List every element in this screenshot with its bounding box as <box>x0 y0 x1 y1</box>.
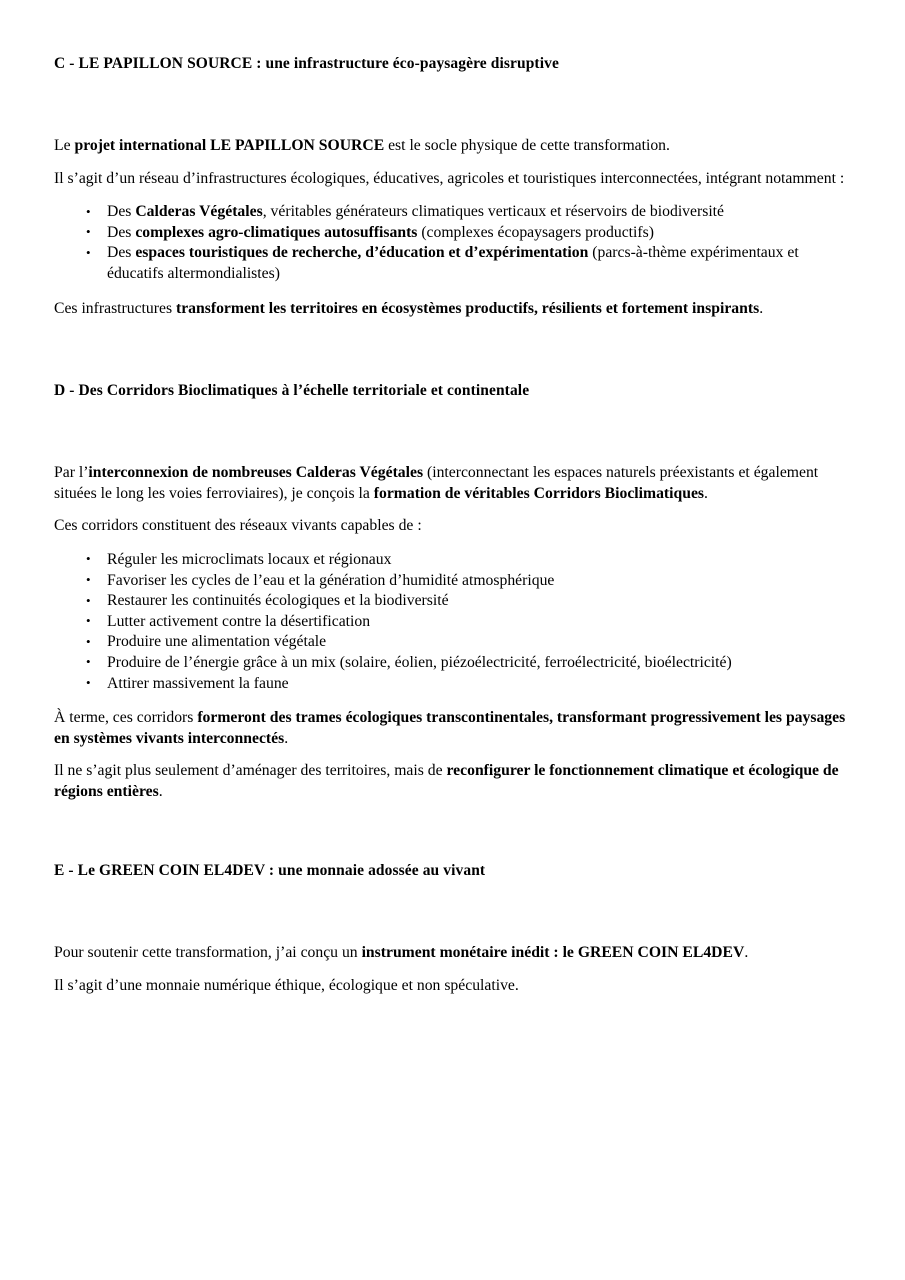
spacer <box>54 319 849 381</box>
text-run: Produire une alimentation végétale <box>107 633 327 651</box>
list-item <box>54 632 849 653</box>
spacer <box>54 401 849 463</box>
spacer <box>54 802 849 861</box>
list-item <box>54 571 849 592</box>
spacer <box>54 964 849 976</box>
spacer <box>54 504 849 516</box>
paragraph-d-2 <box>54 516 849 537</box>
paragraph-c-1 <box>54 136 849 157</box>
paragraph-d-1 <box>54 463 849 504</box>
paragraph-d-3 <box>54 708 849 749</box>
text-run: Favoriser les cycles de l’eau et la génération d’humidité atmosphérique <box>107 571 555 589</box>
text-run: Il s’agit d’un réseau d’infrastructures écologiques, éducatives, agricoles et touristiques interconnectées, intégrant notamment : <box>54 169 845 187</box>
text-run: Ces corridors constituent des réseaux vivants capables de : <box>54 517 422 535</box>
list-item <box>54 223 849 244</box>
spacer <box>54 694 849 708</box>
bold-run: formeront des trames écologiques transcontinentales, transformant progressivement les paysages en systèmes vivants interconnectés <box>54 709 846 747</box>
text-run: À terme, ces corridors <box>54 709 198 727</box>
bold-run: C - LE PAPILLON SOURCE : une infrastructure éco-paysagère disruptive <box>54 55 559 72</box>
text-run: Ces infrastructures <box>54 299 176 317</box>
document-body <box>54 54 849 997</box>
spacer <box>54 537 849 550</box>
list-item <box>54 243 849 284</box>
text-run: Des <box>107 223 136 241</box>
section-heading-c <box>54 54 849 74</box>
bold-run: reconfigurer le fonctionnement climatique et écologique de régions entières <box>54 762 839 800</box>
text-run: Lutter activement contre la désertification <box>107 612 371 630</box>
spacer <box>54 881 849 943</box>
paragraph-d-4 <box>54 761 849 802</box>
text-run: Réguler les microclimats locaux et régionaux <box>107 550 392 568</box>
paragraph-e-2 <box>54 976 849 997</box>
text-run: Attirer massivement la faune <box>107 674 289 692</box>
list-item <box>54 653 849 674</box>
section-heading-e <box>54 861 849 881</box>
bold-run: projet international LE PAPILLON SOURCE <box>74 137 385 154</box>
paragraph-c-2 <box>54 169 849 190</box>
bold-run: complexes agro-climatiques autosuffisants <box>135 223 418 241</box>
text-run: (interconnectant les espaces naturels préexistants et également situées le long les voies ferroviaires), je conçois la <box>54 464 819 502</box>
bold-run: D - Des Corridors Bioclimatiques à l’échelle territoriale et continentale <box>54 382 530 400</box>
paragraph-c-3 <box>54 299 849 320</box>
text-run: Produire de l’énergie grâce à un mix (solaire, éolien, piézoélectricité, ferroélectricité, bioélectricité) <box>107 653 732 671</box>
text-run: . <box>759 299 764 317</box>
text-run: Des <box>107 203 136 221</box>
bold-run: interconnexion de nombreuses Calderas Végétales <box>88 464 424 482</box>
text-run: (parcs-à-thème expérimentaux et éducatifs altermondialistes) <box>107 244 799 282</box>
text-run: Par l’ <box>54 464 89 482</box>
bold-run: espaces touristiques de recherche, d’éducation et d’expérimentation <box>135 244 589 262</box>
text-run: . <box>284 729 289 747</box>
text-run: (complexes écopaysagers productifs) <box>417 223 654 241</box>
bold-run: E - Le GREEN COIN EL4DEV : une monnaie adossée au vivant <box>54 862 486 880</box>
list-item <box>54 612 849 633</box>
text-run: . <box>744 944 749 962</box>
spacer <box>54 189 849 202</box>
spacer <box>54 74 849 136</box>
text-run: Restaurer les continuités écologiques et la biodiversité <box>107 592 449 610</box>
text-run: Il ne s’agit plus seulement d’aménager des territoires, mais de <box>54 762 447 780</box>
text-run: . <box>158 782 163 800</box>
bullet-list-d <box>54 550 849 694</box>
bold-run: transforment les territoires en écosystèmes productifs, résilients et fortement inspirants <box>175 299 760 317</box>
bold-run: Calderas Végétales <box>135 203 263 221</box>
text-run: . <box>704 484 708 502</box>
spacer <box>54 157 849 169</box>
bullet-list-c <box>54 202 849 284</box>
bold-run: formation de véritables Corridors Bioclimatiques <box>373 484 705 502</box>
paragraph-e-1 <box>54 943 849 964</box>
text-run: Pour soutenir cette transformation, j’ai conçu un <box>54 944 362 962</box>
text-run: , véritables générateurs climatiques verticaux et réservoirs de biodiversité <box>262 203 724 221</box>
list-item <box>54 674 849 695</box>
bold-run: instrument monétaire inédit : le GREEN COIN EL4DEV <box>361 944 745 962</box>
list-item <box>54 591 849 612</box>
spacer <box>54 285 849 299</box>
list-item <box>54 550 849 571</box>
text-run: Le <box>54 137 75 154</box>
list-item <box>54 202 849 223</box>
section-heading-d <box>54 381 849 401</box>
text-run: Des <box>107 244 136 262</box>
text-run: est le socle physique de cette transformation. <box>384 137 670 154</box>
text-run: Il s’agit d’une monnaie numérique éthique, écologique et non spéculative. <box>54 977 519 995</box>
spacer <box>54 749 849 761</box>
